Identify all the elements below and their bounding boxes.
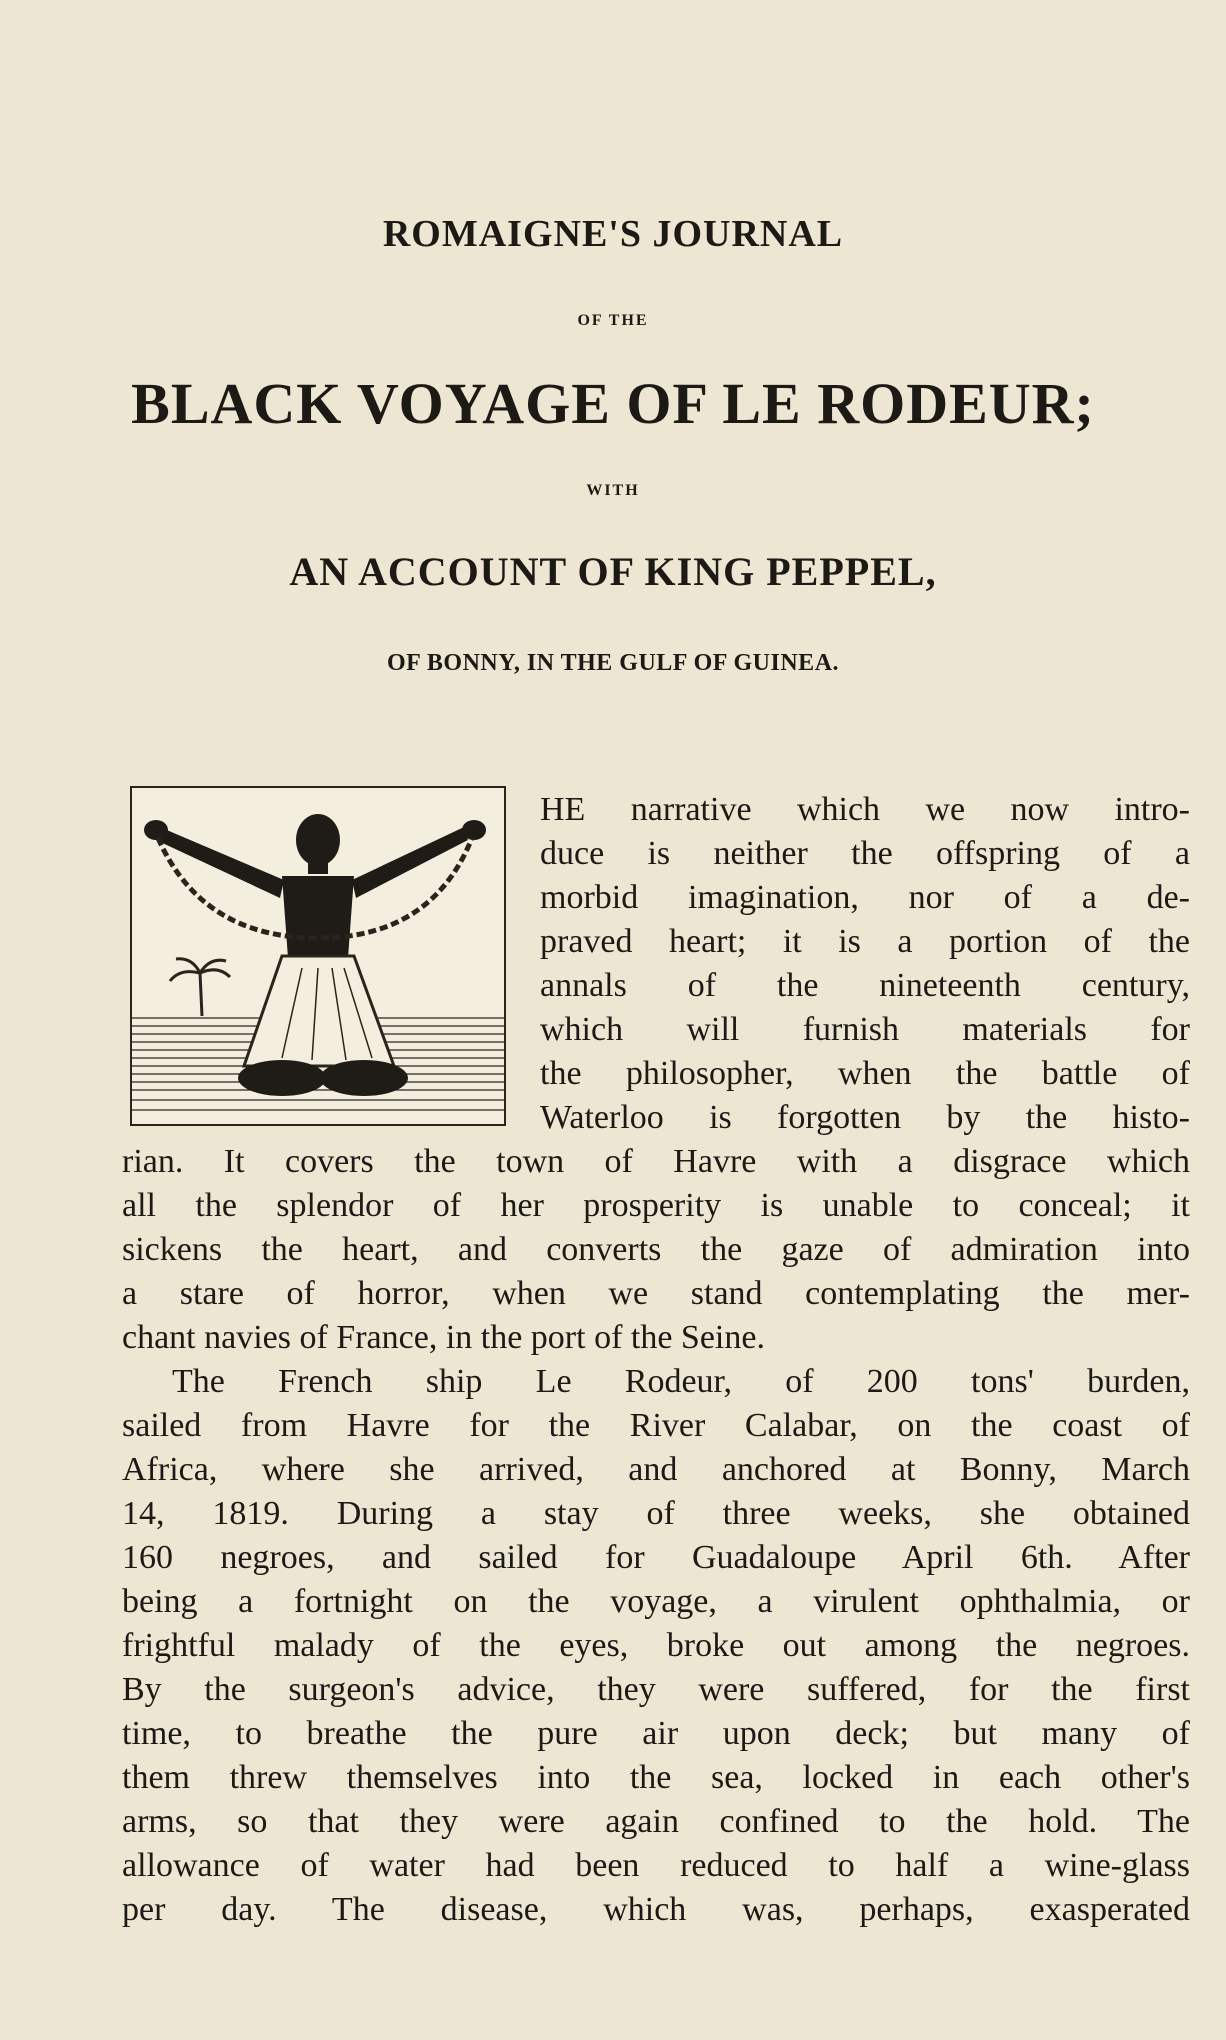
body-line: 14, 1819. During a stay of three weeks, she obtained <box>122 1495 1190 1532</box>
subtitle: OF BONNY, IN THE GULF OF GUINEA. <box>386 650 840 676</box>
body-line: being a fortnight on the voyage, a virulent ophthalmia, or <box>122 1583 1190 1620</box>
body-line: Waterloo is forgotten by the histo- <box>540 1099 1190 1136</box>
body-line: annals of the nineteenth century, <box>540 967 1190 1004</box>
body-line: all the splendor of her prosperity is unable to conceal; it <box>122 1187 1190 1224</box>
body-line: The French ship Le Rodeur, of 200 tons' burden, <box>172 1363 1190 1400</box>
body-line: HE narrative which we now intro- <box>540 791 1190 828</box>
body-line: time, to breathe the pure air upon deck; but many of <box>122 1715 1190 1752</box>
body-line: them threw themselves into the sea, locked in each other's <box>122 1759 1190 1796</box>
body-line: 160 negroes, and sailed for Guadaloupe April 6th. After <box>122 1539 1190 1576</box>
body-line: sailed from Havre for the River Calabar, on the coast of <box>122 1407 1190 1444</box>
body-line: which will furnish materials for <box>540 1011 1190 1048</box>
body-line: praved heart; it is a portion of the <box>540 923 1190 960</box>
body-line: rian. It covers the town of Havre with a disgrace which <box>122 1143 1190 1180</box>
body-line: the philosopher, when the battle of <box>540 1055 1190 1092</box>
body-line: Africa, where she arrived, and anchored at Bonny, March <box>122 1451 1190 1488</box>
with-label: WITH <box>586 482 640 499</box>
body-line: allowance of water had been reduced to half a wine-glass <box>122 1847 1190 1884</box>
journal-title: ROMAIGNE'S JOURNAL <box>382 213 844 255</box>
body-line: sickens the heart, and converts the gaze of admiration into <box>122 1231 1190 1268</box>
body-line: arms, so that they were again confined to the hold. The <box>122 1803 1190 1840</box>
main-title: BLACK VOYAGE OF LE RODEUR; <box>131 371 1095 436</box>
of-the-label: OF THE <box>577 312 649 329</box>
body-line: per day. The disease, which was, perhaps, exasperated <box>122 1891 1190 1928</box>
body-line: By the surgeon's advice, they were suffered, for the first <box>122 1671 1190 1708</box>
body-line: morbid imagination, nor of a de- <box>540 879 1190 916</box>
chained-figure-woodcut-icon <box>130 786 506 1126</box>
body-line: a stare of horror, when we stand contemplating the mer- <box>122 1275 1190 1312</box>
body-line: frightful malady of the eyes, broke out among the negroes. <box>122 1627 1190 1664</box>
account-title: AN ACCOUNT OF KING PEPPEL, <box>289 549 937 594</box>
body-line: chant navies of France, in the port of the Seine. <box>122 1319 765 1356</box>
body-line: duce is neither the offspring of a <box>540 835 1190 872</box>
